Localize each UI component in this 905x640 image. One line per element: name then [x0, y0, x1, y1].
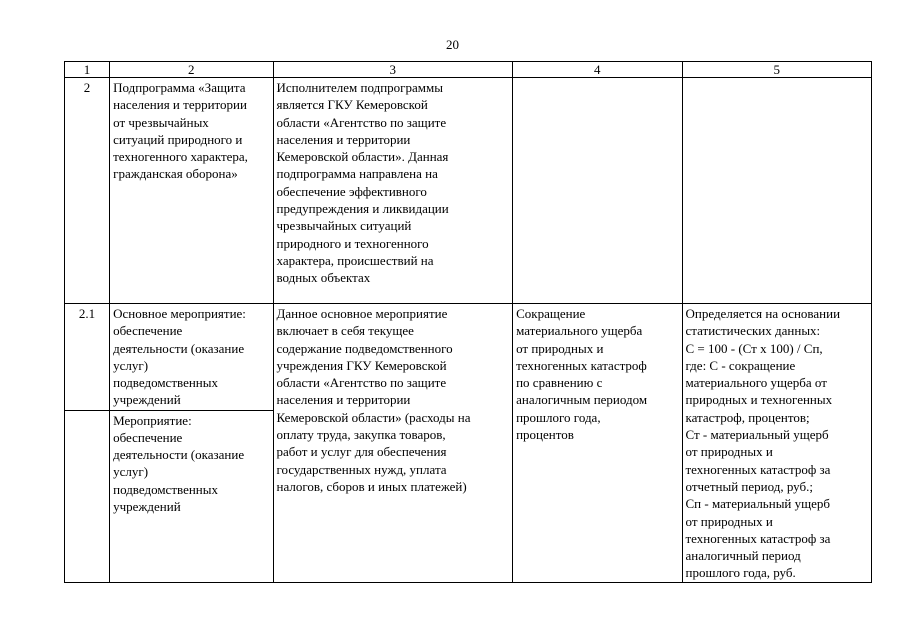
- cell-line: государственных нужд, уплата: [276, 461, 447, 477]
- cell-line: Мероприятие:: [113, 412, 192, 428]
- cell-line: подведомственных: [113, 481, 218, 497]
- cell-line: Кемеровской области» (расходы на: [276, 409, 471, 425]
- cell-line: характера, происшествий на: [276, 252, 434, 268]
- indicator-name-cell: [513, 304, 682, 583]
- header-col-2: 2: [110, 62, 273, 78]
- header-col-3: 3: [273, 62, 513, 78]
- row-number: 2.1: [65, 304, 110, 411]
- cell-line: включает в себя текущее: [276, 323, 414, 339]
- header-col-4: 4: [513, 62, 682, 78]
- cell-line: катастроф, процентов;: [685, 409, 810, 425]
- header-col-1: 1: [65, 62, 110, 78]
- table-row-subprogram: [65, 78, 872, 304]
- table-header-row: [65, 62, 872, 78]
- cell-line: техногенных катастроф: [516, 357, 647, 373]
- cell-line: техногенных катастроф за: [685, 530, 831, 546]
- cell-line: обеспечение: [113, 429, 183, 445]
- cell-line: налогов, сборов и иных платежей): [276, 478, 467, 494]
- program-table: [64, 61, 872, 583]
- cell-line: Определяется на основании: [685, 306, 841, 321]
- cell-line: техногенных катастроф за: [685, 461, 831, 477]
- cell-line: Сп - материальный ущерб: [685, 496, 831, 512]
- cell-line: природного и техногенного: [276, 235, 429, 251]
- cell-line: населения и территории: [113, 97, 247, 113]
- subprogram-name-cell: [110, 78, 273, 304]
- activity-name-cell: [110, 410, 273, 582]
- cell-line: чрезвычайных ситуаций: [276, 218, 412, 234]
- subprogram-description-cell: [273, 78, 513, 304]
- cell-line: оплату труда, закупка товаров,: [276, 427, 446, 443]
- empty-cell: [682, 78, 872, 304]
- empty-cell: [513, 78, 682, 304]
- cell-line: статистических данных:: [685, 323, 821, 339]
- cell-line: является ГКУ Кемеровской: [276, 97, 428, 113]
- cell-line: прошлого года,: [516, 409, 601, 425]
- cell-line: обеспечение: [113, 323, 183, 339]
- cell-line: Ст - материальный ущерб: [685, 427, 829, 443]
- cell-line: Данное основное мероприятие: [276, 306, 448, 321]
- cell-line: техногенного характера,: [113, 149, 248, 165]
- row-number: 2: [65, 78, 110, 304]
- cell-line: Сокращение: [516, 306, 586, 321]
- cell-line: предупреждения и ликвидации: [276, 201, 449, 217]
- cell-line: от чрезвычайных: [113, 114, 209, 130]
- cell-line: аналогичным периодом: [516, 392, 648, 408]
- cell-line: прошлого года, руб.: [685, 565, 796, 581]
- cell-line: С = 100 - (Ст х 100) / Сп,: [685, 340, 823, 356]
- cell-line: учреждений: [113, 499, 181, 515]
- cell-line: подпрограмма направлена на: [276, 166, 438, 182]
- cell-line: природных и техногенных: [685, 392, 833, 408]
- cell-line: населения и территории: [276, 131, 411, 147]
- table-row-main-activity: [65, 304, 872, 411]
- cell-line: водных объектах: [276, 270, 371, 286]
- cell-line: услуг): [113, 357, 149, 373]
- cell-line: Исполнителем подпрограммы: [276, 80, 443, 95]
- cell-line: Подпрограмма «Защита: [113, 80, 246, 95]
- cell-line: подведомственных: [113, 375, 218, 391]
- cell-line: услуг): [113, 464, 149, 480]
- cell-line: ситуаций природного и: [113, 131, 243, 147]
- cell-line: от природных и: [685, 513, 773, 529]
- cell-line: гражданская оборона»: [113, 166, 238, 182]
- cell-line: деятельности (оказание: [113, 447, 245, 463]
- cell-line: аналогичный период: [685, 548, 801, 564]
- cell-line: процентов: [516, 427, 574, 443]
- cell-line: материального ущерба: [516, 323, 643, 339]
- cell-line: отчетный период, руб.;: [685, 478, 813, 494]
- cell-line: материального ущерба от: [685, 375, 827, 391]
- cell-line: от природных и: [516, 340, 604, 356]
- cell-line: работ и услуг для обеспечения: [276, 444, 447, 460]
- empty-cell: [65, 410, 110, 582]
- cell-line: учреждений: [113, 392, 181, 408]
- main-activity-name-cell: [110, 304, 273, 411]
- cell-line: области «Агентство по защите: [276, 375, 447, 391]
- main-activity-description-cell: [273, 304, 513, 583]
- cell-line: населения и территории: [276, 392, 411, 408]
- cell-line: обеспечение эффективного: [276, 183, 427, 199]
- cell-line: где: С - сокращение: [685, 357, 796, 373]
- cell-line: содержание подведомственного: [276, 340, 453, 356]
- cell-line: от природных и: [685, 444, 773, 460]
- cell-line: Основное мероприятие:: [113, 306, 246, 321]
- cell-line: учреждения ГКУ Кемеровской: [276, 357, 447, 373]
- cell-line: области «Агентство по защите: [276, 114, 447, 130]
- cell-line: Кемеровской области». Данная: [276, 149, 449, 165]
- cell-line: по сравнению с: [516, 375, 603, 391]
- header-col-5: 5: [682, 62, 872, 78]
- page-number: 20: [446, 37, 459, 52]
- cell-line: деятельности (оказание: [113, 340, 245, 356]
- indicator-method-cell: [682, 304, 872, 583]
